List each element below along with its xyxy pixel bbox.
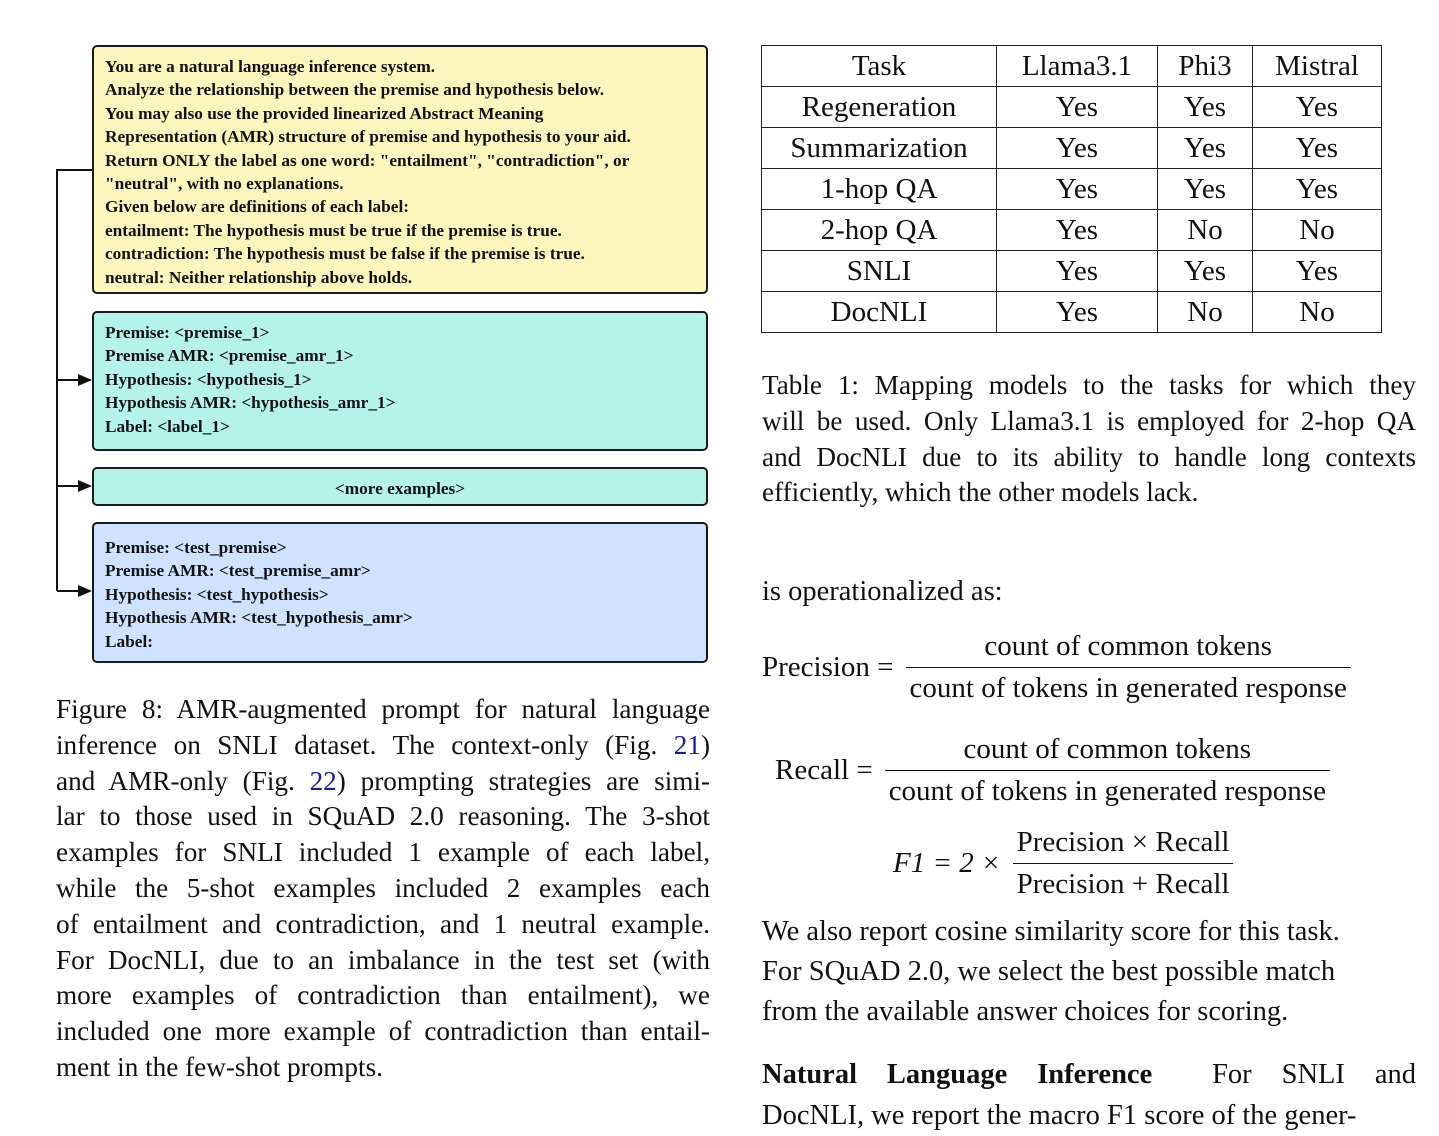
table-cell: Yes: [997, 128, 1158, 169]
header-cell: Phi3: [1158, 46, 1253, 87]
system-line: Given below are definitions of each label:: [105, 197, 410, 217]
table-cell: Yes: [1158, 128, 1253, 169]
more-examples-label: <more examples>: [334, 479, 466, 498]
system-line: contradiction: The hypothesis must be false if the premise is true.: [105, 244, 585, 264]
f1-equation: [893, 826, 1233, 901]
equation-numerator: count of common tokens: [906, 630, 1351, 668]
table-cell: No: [1158, 292, 1253, 333]
caption-line: and AMR-only (Fig. 22) prompting strategies are simi-: [56, 765, 711, 796]
system-line: Return ONLY the label as one word: "entailment", "contradiction", or: [105, 150, 630, 170]
more-examples-box: [92, 467, 708, 506]
table-cell: DocNLI: [762, 292, 997, 333]
operationalized-text: is operationalized as:: [762, 576, 1003, 607]
equation-lhs: Recall =: [775, 754, 873, 786]
caption-line: examples for SNLI included 1 example of each label,: [56, 837, 710, 868]
equation-fraction: [1013, 826, 1234, 901]
header-cell: Task: [762, 46, 997, 87]
table-cell: Yes: [997, 251, 1158, 292]
caption-line: Figure 8: AMR-augmented prompt for natural language: [56, 694, 710, 724]
table-row: [762, 87, 1382, 128]
test-line: Hypothesis: <test_hypothesis>: [105, 584, 329, 604]
example-line: Premise AMR: <premise_amr_1>: [105, 346, 354, 366]
header-cell: Mistral: [1253, 46, 1382, 87]
paragraph-line: We also report cosine similarity score for this task.: [762, 916, 1340, 947]
system-line: "neutral", with no explanations.: [105, 174, 344, 194]
task-model-table: [761, 45, 1382, 333]
table-header-row: [762, 46, 1382, 87]
system-line: neutral: Neither relationship above holds.: [105, 267, 413, 287]
caption-line: more examples of contradiction than entailment), we: [56, 980, 710, 1011]
table-caption-line: Table 1: Mapping models to the tasks for which they: [762, 370, 1416, 400]
arrowhead-more: [78, 480, 92, 492]
table-cell: Yes: [1158, 169, 1253, 210]
precision-equation: [762, 630, 1351, 705]
table-row: [762, 210, 1382, 251]
table-cell: 2-hop QA: [762, 210, 997, 251]
figure-caption: [56, 692, 710, 1086]
system-line: Representation (AMR) structure of premise and hypothesis to your aid.: [105, 127, 631, 147]
equation-lhs: F1 = 2 ×: [893, 847, 1001, 879]
table-cell: SNLI: [762, 251, 997, 292]
caption-line: For DocNLI, due to an imbalance in the test set (with: [56, 944, 710, 975]
test-line: Label:: [105, 631, 154, 651]
table-cell: Regeneration: [762, 87, 997, 128]
caption-line: inference on SNLI dataset. The context-only (Fig. 21): [56, 729, 710, 760]
table-cell: Yes: [1253, 169, 1382, 210]
table-caption-line: will be used. Only Llama3.1 is employed for 2-hop QA: [762, 405, 1416, 436]
table-cell: Yes: [997, 292, 1158, 333]
test-line: Premise: <test_premise>: [105, 538, 287, 557]
table-cell: Yes: [997, 210, 1158, 251]
table-caption: [762, 368, 1416, 511]
system-line: Analyze the relationship between the premise and hypothesis below.: [105, 80, 605, 100]
table-row: [762, 251, 1382, 292]
table-caption-line: and DocNLI due to its ability to handle long contexts: [762, 441, 1416, 472]
table-row: [762, 169, 1382, 210]
caption-line: lar to those used in SQuAD 2.0 reasoning. The 3-shot: [56, 801, 710, 832]
table-cell: No: [1253, 210, 1382, 251]
flow-arrows: [0, 0, 92, 700]
equation-numerator: count of common tokens: [885, 733, 1330, 771]
table-cell: Yes: [1253, 128, 1382, 169]
arrowhead-test: [78, 585, 92, 597]
example-line: Hypothesis: <hypothesis_1>: [105, 369, 312, 389]
table-row: [762, 292, 1382, 333]
paragraph-line: For SQuAD 2.0, we select the best possible match: [762, 956, 1336, 987]
table-cell: Summarization: [762, 128, 997, 169]
table-caption-line: efficiently, which the other models lack.: [762, 477, 1199, 508]
equation-denominator: count of tokens in generated response: [909, 672, 1347, 704]
example-box: [92, 311, 708, 451]
table-cell: Yes: [1158, 87, 1253, 128]
section-heading: Natural Language Inference: [762, 1059, 1153, 1090]
system-prompt-box: [92, 45, 708, 294]
figure-ref-link[interactable]: 21: [673, 729, 701, 760]
equation-numerator: Precision × Recall: [1013, 826, 1234, 864]
equation-fraction: [885, 733, 1330, 808]
system-line: You are a natural language inference system.: [105, 57, 436, 76]
paragraph-line: from the available answer choices for scoring.: [762, 996, 1289, 1027]
example-line: Label: <label_1>: [105, 416, 230, 436]
equation-fraction: [906, 630, 1351, 705]
caption-line: ment in the few-shot prompts.: [56, 1051, 383, 1082]
table-cell: Yes: [1253, 87, 1382, 128]
table-cell: Yes: [997, 87, 1158, 128]
system-line: You may also use the provided linearized Abstract Meaning: [105, 103, 544, 123]
report-paragraph: [762, 912, 1422, 1032]
header-cell: Llama3.1: [997, 46, 1158, 87]
table-cell: No: [1253, 292, 1382, 333]
table-cell: Yes: [1253, 251, 1382, 292]
test-box: [92, 522, 708, 663]
equation-lhs: Precision =: [762, 651, 894, 683]
test-line: Premise AMR: <test_premise_amr>: [105, 561, 371, 581]
arrowhead-example: [78, 374, 92, 386]
caption-line: included one more example of contradiction than entail-: [56, 1016, 710, 1047]
table-cell: 1-hop QA: [762, 169, 997, 210]
caption-line: of entailment and contradiction, and 1 neutral example.: [56, 908, 710, 939]
example-line: Premise: <premise_1>: [105, 323, 270, 342]
caption-line: while the 5-shot examples included 2 examples each: [56, 872, 710, 903]
paragraph-text: For SNLI and: [1212, 1059, 1416, 1090]
system-line: entailment: The hypothesis must be true if the premise is true.: [105, 220, 562, 240]
equation-denominator: count of tokens in generated response: [888, 775, 1326, 807]
table-cell: Yes: [1158, 251, 1253, 292]
nli-paragraph-continued: DocNLI, we report the macro F1 score of the gener-: [762, 1100, 1357, 1131]
test-line: Hypothesis AMR: <test_hypothesis_amr>: [105, 608, 413, 628]
figure-ref-link[interactable]: 22: [309, 765, 337, 796]
example-line: Hypothesis AMR: <hypothesis_amr_1>: [105, 393, 396, 413]
table-row: [762, 128, 1382, 169]
table-cell: Yes: [997, 169, 1158, 210]
table-cell: No: [1158, 210, 1253, 251]
equation-denominator: Precision + Recall: [1016, 868, 1230, 900]
nli-paragraph: [762, 1055, 1416, 1095]
recall-equation: [775, 733, 1330, 808]
